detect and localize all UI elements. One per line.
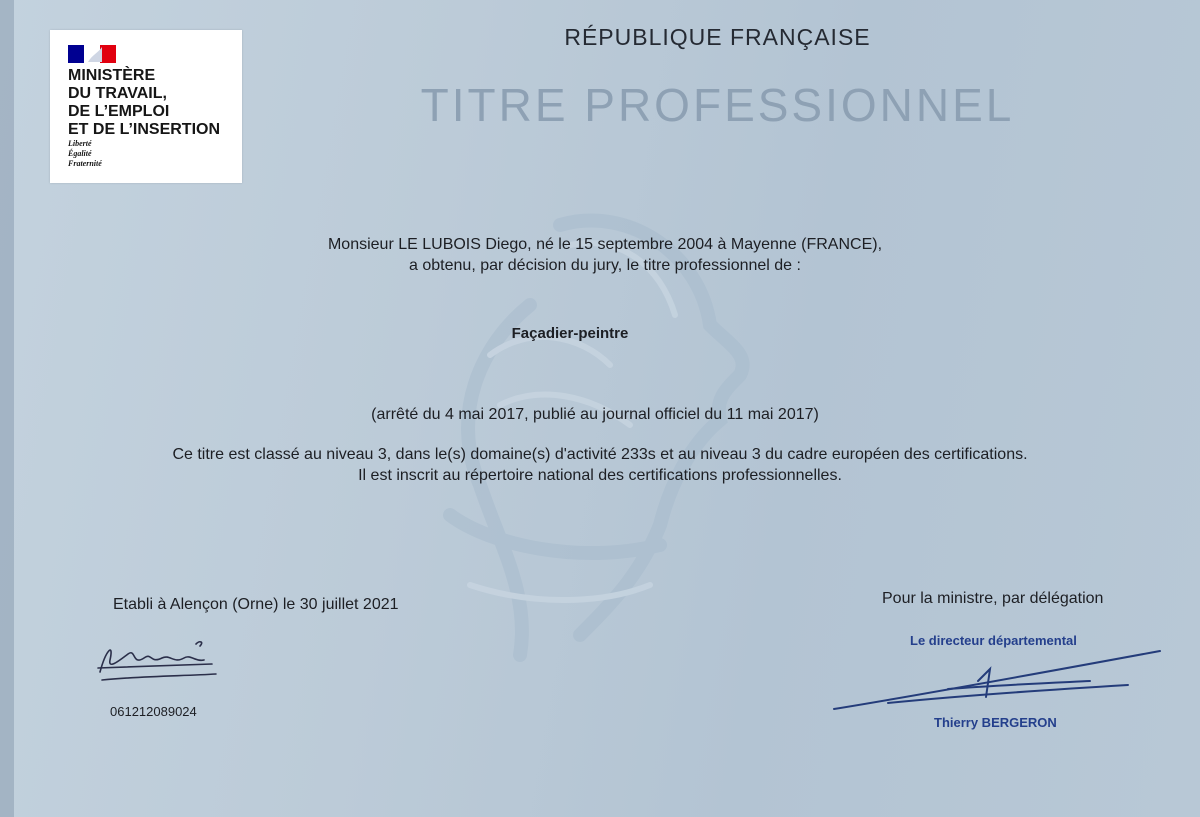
recipient-line: Monsieur LE LUBOIS Diego, né le 15 septembre 2004 à Mayenne (FRANCE), [327,236,883,253]
director-title-stamp: Le directeur départemental [910,633,1077,648]
flag-red-band [100,45,116,63]
arrete-line: (arrêté du 4 mai 2017, publié au journal officiel du 11 mai 2017) [371,406,819,423]
ministry-line: DU TRAVAIL, [68,85,167,102]
motto-fraternite: Fraternité [68,159,102,168]
ministry-name [68,67,220,139]
ministry-line: ET DE L’INSERTION [68,121,221,138]
director-signature [828,645,1168,715]
serial-number: 061212089024 [110,704,197,719]
republic-motto [68,139,102,169]
ministry-logo [50,30,242,183]
issued-place-date: Etabli à Alençon (Orne) le 30 juillet 2021 [113,596,399,613]
left-signature [92,630,222,690]
certificate-title: TITRE PROFESSIONNEL [420,79,1015,131]
level-line: Ce titre est classé au niveau 3, dans le(s) domaine(s) d'activité 233s et au niveau 3 du cadre européen des certifications. [172,446,1028,463]
republique-heading: RÉPUBLIQUE FRANÇAISE [564,24,871,50]
director-name-stamp: Thierry BERGERON [934,715,1057,730]
delegation-line: Pour la ministre, par délégation [882,590,1104,607]
ministry-line: MINISTÈRE [68,67,156,84]
motto-liberte: Liberté [68,139,92,148]
decision-line: a obtenu, par décision du jury, le titre professionnel de : [409,257,801,274]
professional-title-name: Façadier-peintre [511,325,629,342]
flag-blue-band [68,45,84,63]
ministry-line: DE L’EMPLOI [68,103,170,120]
recipient-paragraph [250,234,960,276]
level-paragraph [160,444,1040,486]
motto-egalite: Égalité [68,149,92,158]
registry-line: Il est inscrit au répertoire national des certifications professionnelles. [358,467,842,484]
marianne-flag-icon [68,45,116,63]
